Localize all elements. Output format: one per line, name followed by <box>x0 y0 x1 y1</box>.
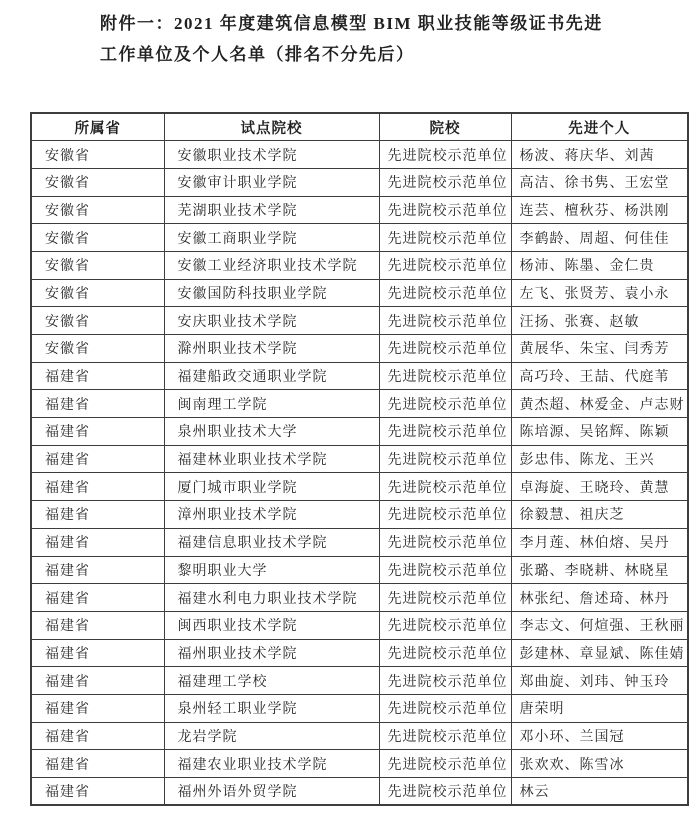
cell-individuals: 张欢欢、陈雪冰 <box>511 750 688 778</box>
table-row <box>31 639 688 667</box>
cell-award: 先进院校示范单位 <box>379 639 511 667</box>
cell-individuals: 高巧玲、王喆、代庭苇 <box>511 362 688 390</box>
cell-award: 先进院校示范单位 <box>379 694 511 722</box>
table-row <box>31 307 688 335</box>
cell-school: 龙岩学院 <box>164 722 379 750</box>
cell-individuals: 连芸、檀秋芬、杨洪刚 <box>511 196 688 224</box>
cell-province: 福建省 <box>31 722 164 750</box>
table-row <box>31 335 688 363</box>
table-row <box>31 224 688 252</box>
cell-individuals: 左飞、张贤芳、袁小永 <box>511 279 688 307</box>
cell-individuals: 彭建林、章显斌、陈佳婧 <box>511 639 688 667</box>
cell-province: 福建省 <box>31 418 164 446</box>
header-school: 试点院校 <box>164 113 379 141</box>
cell-award: 先进院校示范单位 <box>379 279 511 307</box>
cell-award: 先进院校示范单位 <box>379 584 511 612</box>
cell-province: 福建省 <box>31 501 164 529</box>
cell-individuals: 彭忠伟、陈龙、王兴 <box>511 445 688 473</box>
cell-individuals: 黄展华、朱宝、闫秀芳 <box>511 335 688 363</box>
table-row <box>31 390 688 418</box>
cell-award: 先进院校示范单位 <box>379 501 511 529</box>
cell-individuals: 黄杰超、林爱金、卢志财 <box>511 390 688 418</box>
cell-school: 安徽职业技术学院 <box>164 141 379 169</box>
cell-school: 福建理工学校 <box>164 667 379 695</box>
cell-school: 福建林业职业技术学院 <box>164 445 379 473</box>
cell-award: 先进院校示范单位 <box>379 556 511 584</box>
cell-individuals: 陈培源、吴铭辉、陈颖 <box>511 418 688 446</box>
title-line-2: 工作单位及个人名单（排名不分先后） <box>100 45 415 64</box>
cell-award: 先进院校示范单位 <box>379 251 511 279</box>
cell-province: 安徽省 <box>31 224 164 252</box>
table-row <box>31 168 688 196</box>
cell-province: 福建省 <box>31 750 164 778</box>
cell-school: 安徽审计职业学院 <box>164 168 379 196</box>
cell-school: 闽西职业技术学院 <box>164 611 379 639</box>
cell-individuals: 徐毅慧、祖庆芝 <box>511 501 688 529</box>
table-row <box>31 694 688 722</box>
cell-award: 先进院校示范单位 <box>379 362 511 390</box>
table-row <box>31 528 688 556</box>
cell-award: 先进院校示范单位 <box>379 141 511 169</box>
cell-province: 福建省 <box>31 639 164 667</box>
table-row <box>31 501 688 529</box>
cell-province: 福建省 <box>31 778 164 806</box>
cell-award: 先进院校示范单位 <box>379 335 511 363</box>
cell-province: 福建省 <box>31 390 164 418</box>
cell-province: 福建省 <box>31 528 164 556</box>
cell-individuals: 杨波、蒋庆华、刘茜 <box>511 141 688 169</box>
cell-individuals: 杨沛、陈墨、金仁贵 <box>511 251 688 279</box>
cell-school: 漳州职业技术学院 <box>164 501 379 529</box>
table-row <box>31 362 688 390</box>
cell-province: 福建省 <box>31 611 164 639</box>
table-container <box>30 112 689 806</box>
cell-award: 先进院校示范单位 <box>379 611 511 639</box>
table-row <box>31 667 688 695</box>
cell-province: 安徽省 <box>31 335 164 363</box>
cell-school: 闽南理工学院 <box>164 390 379 418</box>
cell-school: 安庆职业技术学院 <box>164 307 379 335</box>
table-row <box>31 611 688 639</box>
cell-school: 福建信息职业技术学院 <box>164 528 379 556</box>
cell-award: 先进院校示范单位 <box>379 390 511 418</box>
cell-award: 先进院校示范单位 <box>379 418 511 446</box>
table-row <box>31 141 688 169</box>
cell-award: 先进院校示范单位 <box>379 667 511 695</box>
cell-award: 先进院校示范单位 <box>379 750 511 778</box>
header-province: 所属省 <box>31 113 164 141</box>
cell-individuals: 李鹤龄、周超、何佳佳 <box>511 224 688 252</box>
cell-province: 福建省 <box>31 473 164 501</box>
cell-province: 福建省 <box>31 584 164 612</box>
cell-province: 安徽省 <box>31 141 164 169</box>
cell-province: 安徽省 <box>31 196 164 224</box>
cell-school: 福州职业技术学院 <box>164 639 379 667</box>
cell-individuals: 林云 <box>511 778 688 806</box>
cell-school: 福建船政交通职业学院 <box>164 362 379 390</box>
cell-province: 福建省 <box>31 556 164 584</box>
table-row <box>31 279 688 307</box>
cell-school: 安徽工业经济职业技术学院 <box>164 251 379 279</box>
cell-school: 厦门城市职业学院 <box>164 473 379 501</box>
table-row <box>31 778 688 806</box>
cell-individuals: 李月莲、林伯熔、吴丹 <box>511 528 688 556</box>
cell-province: 安徽省 <box>31 168 164 196</box>
cell-individuals: 唐荣明 <box>511 694 688 722</box>
table-row <box>31 750 688 778</box>
cell-award: 先进院校示范单位 <box>379 722 511 750</box>
cell-award: 先进院校示范单位 <box>379 307 511 335</box>
cell-individuals: 高洁、徐书隽、王宏堂 <box>511 168 688 196</box>
cell-province: 福建省 <box>31 445 164 473</box>
cell-school: 泉州轻工职业学院 <box>164 694 379 722</box>
cell-individuals: 张璐、李晓耕、林晓星 <box>511 556 688 584</box>
cell-award: 先进院校示范单位 <box>379 778 511 806</box>
cell-province: 安徽省 <box>31 279 164 307</box>
cell-individuals: 郑曲旋、刘玮、钟玉玲 <box>511 667 688 695</box>
cell-school: 滁州职业技术学院 <box>164 335 379 363</box>
cell-school: 芜湖职业技术学院 <box>164 196 379 224</box>
cell-school: 黎明职业大学 <box>164 556 379 584</box>
cell-school: 福州外语外贸学院 <box>164 778 379 806</box>
cell-province: 安徽省 <box>31 251 164 279</box>
header-college: 院校 <box>379 113 511 141</box>
table-row <box>31 556 688 584</box>
cell-school: 福建农业职业技术学院 <box>164 750 379 778</box>
cell-award: 先进院校示范单位 <box>379 196 511 224</box>
cell-individuals: 汪扬、张赛、赵敏 <box>511 307 688 335</box>
document-title <box>100 8 660 70</box>
cell-individuals: 林张纪、詹述琦、林丹 <box>511 584 688 612</box>
cell-award: 先进院校示范单位 <box>379 168 511 196</box>
cell-award: 先进院校示范单位 <box>379 473 511 501</box>
cell-province: 福建省 <box>31 362 164 390</box>
cell-award: 先进院校示范单位 <box>379 224 511 252</box>
cell-award: 先进院校示范单位 <box>379 445 511 473</box>
cell-province: 福建省 <box>31 667 164 695</box>
cell-award: 先进院校示范单位 <box>379 528 511 556</box>
table-row <box>31 196 688 224</box>
cell-province: 安徽省 <box>31 307 164 335</box>
cell-school: 安徽国防科技职业学院 <box>164 279 379 307</box>
title-line-1: 附件一：2021 年度建筑信息模型 BIM 职业技能等级证书先进 <box>100 14 603 33</box>
cell-individuals: 李志文、何煊强、王秋丽 <box>511 611 688 639</box>
table-row <box>31 418 688 446</box>
table-row <box>31 584 688 612</box>
table-row <box>31 473 688 501</box>
cell-individuals: 邓小环、兰国冠 <box>511 722 688 750</box>
cell-school: 泉州职业技术大学 <box>164 418 379 446</box>
award-table <box>30 112 689 806</box>
table-row <box>31 251 688 279</box>
cell-school: 安徽工商职业学院 <box>164 224 379 252</box>
cell-individuals: 卓海旋、王晓玲、黄慧 <box>511 473 688 501</box>
cell-school: 福建水利电力职业技术学院 <box>164 584 379 612</box>
cell-province: 福建省 <box>31 694 164 722</box>
header-row <box>31 113 688 141</box>
table-row <box>31 445 688 473</box>
table-row <box>31 722 688 750</box>
header-individuals: 先进个人 <box>511 113 688 141</box>
